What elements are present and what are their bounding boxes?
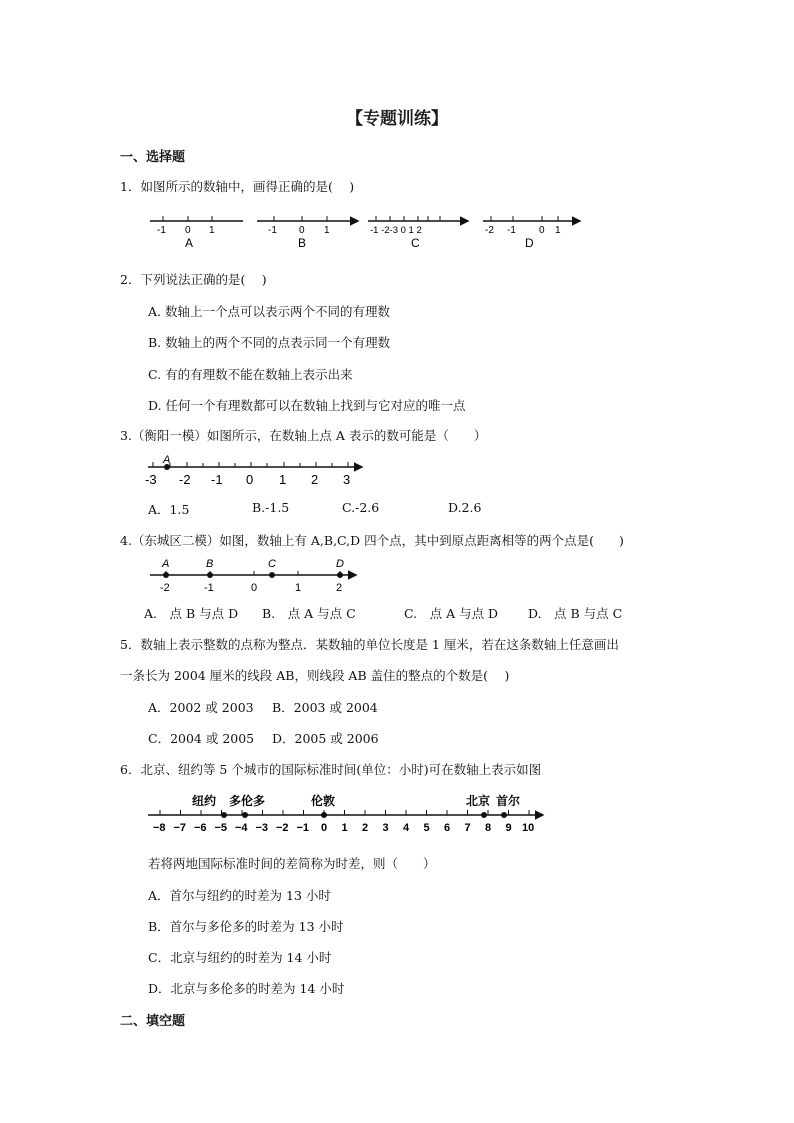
q4-option-a: A. 点 B 与点 D	[144, 606, 239, 621]
q6-point-toronto	[242, 812, 248, 818]
q3-tick: 2	[311, 472, 319, 487]
q4-tick: 1	[295, 582, 302, 594]
q4-tick: -2	[160, 582, 170, 594]
q1-c-label: C	[411, 236, 420, 250]
q6-city-label: 伦敦	[311, 794, 336, 808]
q6-tick: 10	[522, 822, 535, 834]
q6-point-newyork	[221, 812, 227, 818]
question-4: 4.（东城区二模）如图，数轴上有 A,B,C,D 四个点，其中到原点距离相等的两个点是( )	[120, 533, 624, 548]
q1-d-tick: -2	[485, 225, 494, 236]
q6-tick: 2	[362, 822, 369, 834]
q1-d-tick: -1	[507, 225, 516, 236]
q5-option-a: A．2002 或 2003	[148, 700, 254, 715]
q6-tick: −4	[235, 822, 248, 834]
q1-b-label: B	[298, 236, 307, 250]
q2-option-d: D. 任何一个有理数都可以在数轴上找到与它对应的唯一点	[148, 398, 466, 413]
question-3: 3.（衡阳一模）如图所示，在数轴上点 A 表示的数可能是（ ）	[120, 428, 487, 443]
q4-tick: 0	[251, 582, 258, 594]
q1-a-tick: 0	[185, 225, 191, 236]
q1-a-tick: 1	[209, 225, 215, 236]
q6-tick: 9	[505, 822, 512, 834]
q6-tick: 8	[485, 822, 492, 834]
q6-tick: −6	[194, 822, 207, 834]
q5-option-d: D．2005 或 2006	[272, 731, 379, 746]
q6-point-london	[321, 812, 327, 818]
q4-option-c: C. 点 A 与点 D	[404, 606, 499, 621]
q6-option-b: B．首尔与多伦多的时差为 13 小时	[148, 919, 344, 934]
q6-tick: 0	[321, 822, 328, 834]
q4-tick: -1	[204, 582, 214, 594]
q3-option-b: B.-1.5	[252, 500, 290, 515]
q6-tick: −1	[296, 822, 310, 834]
q6-tick: −2	[276, 822, 289, 834]
q6-tick: −5	[214, 822, 228, 834]
q6-tick: 5	[423, 822, 430, 834]
q3-tick: 1	[279, 472, 287, 487]
q4-point-label: C	[268, 558, 276, 570]
q4-point-label: D	[336, 558, 344, 570]
q1-d-tick: 1	[555, 225, 561, 236]
q1-b-tick: 0	[299, 225, 305, 236]
q6-tick: −7	[173, 822, 187, 834]
q3-option-d: D.2.6	[448, 500, 482, 515]
q1-c-ticks: -1 -2-3 0 1 2	[370, 225, 422, 236]
q6-tick: 4	[403, 822, 410, 834]
q6-option-c: C．北京与纽约的时差为 14 小时	[148, 950, 332, 965]
question-5-line-1: 5．数轴上表示整数的点称为整点．某数轴的单位长度是 1 厘米，若在这条数轴上任意画出	[120, 637, 619, 652]
q6-tick: −3	[255, 822, 269, 834]
question-6: 6．北京、纽约等 5 个城市的国际标准时间(单位：小时)可在数轴上表示如图	[120, 762, 542, 777]
q4-option-b: B. 点 A 与点 C	[262, 606, 356, 621]
q4-point-label: B	[206, 558, 214, 570]
q6-tick: 7	[464, 822, 471, 834]
q1-a-tick: -1	[157, 225, 166, 236]
q6-option-d: D．北京与多伦多的时差为 14 小时	[148, 981, 345, 996]
q1-a-label: A	[185, 236, 194, 250]
q6-tick: 1	[341, 822, 348, 834]
q2-option-c: C. 有的有理数不能在数轴上表示出来	[148, 367, 353, 382]
q3-tick: 0	[246, 472, 254, 487]
q3-tick: -3	[145, 472, 157, 487]
q2-option-b: B. 数轴上的两个不同的点表示同一个有理数	[148, 335, 391, 350]
section-heading-choice: 一、选择题	[120, 150, 186, 165]
q6-point-beijing	[481, 812, 487, 818]
q1-d-tick: 0	[539, 225, 545, 236]
q6-city-label: 北京	[466, 794, 491, 808]
q4-tick: 2	[336, 582, 343, 594]
q6-tick: 3	[382, 822, 389, 834]
question-1: 1．如图所示的数轴中，画得正确的是( )	[120, 179, 355, 194]
q3-tick: -1	[211, 472, 223, 487]
q3-option-a: A．1.5	[148, 502, 190, 517]
q6-option-a: A．首尔与纽约的时差为 13 小时	[148, 888, 331, 903]
q6-city-label: 首尔	[496, 794, 521, 808]
q5-option-c: C．2004 或 2005	[148, 731, 255, 746]
q3-option-c: C.-2.6	[342, 500, 380, 515]
q4-point-label: A	[162, 558, 170, 570]
q3-tick: 3	[343, 472, 351, 487]
q4-option-d: D. 点 B 与点 C	[528, 606, 623, 621]
q3-point-label: A	[163, 454, 171, 466]
q6-point-seoul	[501, 812, 507, 818]
q5-option-b: B．2003 或 2004	[272, 700, 378, 715]
q6-city-label: 纽约	[192, 794, 217, 808]
q1-b-tick: 1	[324, 225, 330, 236]
q2-option-a: A. 数轴上一个点可以表示两个不同的有理数	[148, 304, 390, 319]
q6-city-label: 多伦多	[229, 794, 266, 808]
q6-tick: −8	[153, 822, 166, 834]
q6-prompt: 若将两地国际标准时间的差简称为时差，则（ ）	[148, 856, 436, 871]
page-title: 【专题训练】	[346, 109, 448, 129]
q6-tick: 6	[444, 822, 451, 834]
q3-tick: -2	[179, 472, 191, 487]
q1-b-tick: -1	[268, 225, 277, 236]
q1-d-label: D	[525, 236, 534, 250]
question-5-line-2: 一条长为 2004 厘米的线段 AB，则线段 AB 盖住的整点的个数是( )	[120, 668, 510, 683]
section-heading-fill-in: 二、填空题	[120, 1014, 186, 1029]
question-2: 2．下列说法正确的是( )	[120, 272, 267, 287]
